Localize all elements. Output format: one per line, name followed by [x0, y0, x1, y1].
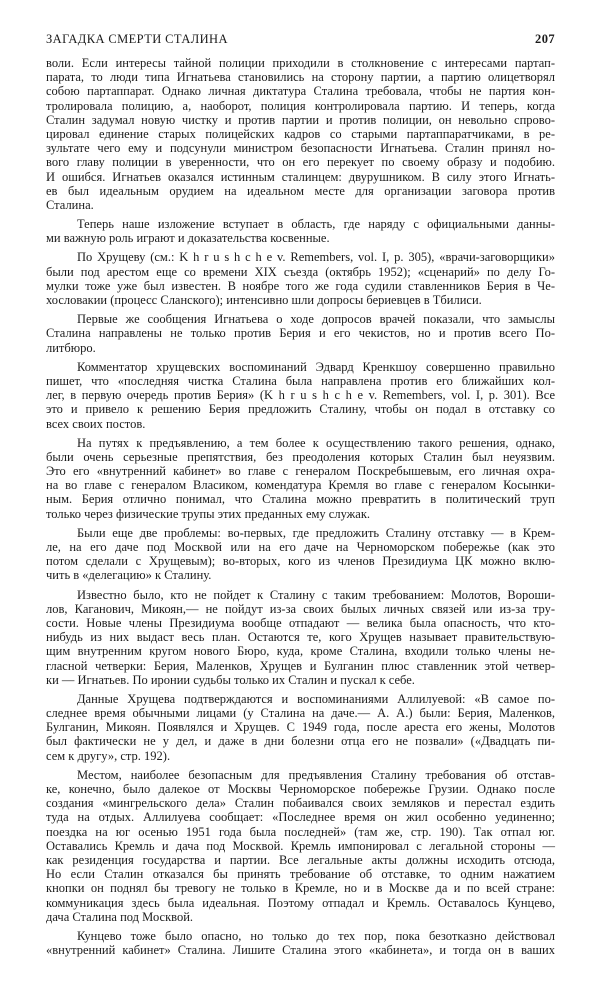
text-line: цировал единение старых полицейских кадров со старыми партаппаратчиками, в ре- [46, 126, 555, 141]
paragraph [46, 526, 555, 583]
text-line: это и привело к решению Берия предложить Сталину, чтобы он подал в отставку со [46, 402, 555, 417]
text-line: всех своих постов. [46, 416, 146, 431]
text-line: ным. Берия отлично понимал, что Сталина можно превратить в политический труп [46, 492, 555, 507]
text-line: И ошибся. Игнатьев оказался истинным сталинцем: двурушником. В силу этого Игнать- [46, 169, 555, 184]
text-line: ев был идеальным орудием на идеальном месте для организации заговора против [46, 183, 555, 198]
paragraph [46, 56, 555, 212]
text-line: Были еще две проблемы: во-первых, где предложить Сталину отставку — в Крем- [77, 525, 555, 540]
paragraph [46, 250, 555, 307]
text-line: собою партаппарат. Однако личная диктатура Сталина требовала, чтобы не партия кон- [46, 84, 555, 99]
text-line: был фактически не у дел, и даже в дни болезни отца его не позвали» («Двадцать пи- [46, 734, 555, 749]
text-line: воли. Если интересы тайной полиции приходили в столкновение с интересами партап- [46, 56, 555, 70]
paragraph [46, 692, 555, 763]
paragraph [46, 360, 555, 431]
text-line: Это его «внутренний кабинет» во главе с генералом Поскребышевым, его личная охра- [46, 464, 555, 479]
text-line: Оставались Кремль и дача под Москвой. Кремль импонировал с легальной стороны — [46, 838, 555, 853]
text-line: сости. Новые члены Президиума вообще отпадают — велика была опасность, что кто- [46, 615, 555, 630]
text-line: создания «мингрельского дела» Сталин побаивался своих земляков и перестал ездить [46, 796, 555, 811]
text-line: коммуникация здесь была идеальная. Поэтому отпадал и Кремль. Оставалось Кунцево, [46, 895, 555, 910]
text-line: хословакии (процесс Сланского); интенсивно шли допросы бериевцев в Тбилиси. [46, 293, 482, 307]
page-number: 207 [535, 32, 555, 46]
text-line: дача Сталина под Москвой. [46, 909, 194, 924]
text-line: на во главе с генералом Власиком, комендатура Кремля во главе с генералом Косынки- [46, 478, 555, 493]
text-line: «внутренний кабинет» Сталина. Лишите Сталина этого «кабинета», и тогда он в ваших [46, 943, 555, 958]
text-line: зультате чего ему и подсунули министром безопасности Игнатьева. Сталин принял но- [46, 141, 555, 156]
paragraph [46, 312, 555, 355]
text-line: гласной четверки: Берия, Маленков, Хрущев и Булганин плюс ставленник этой четвер- [46, 658, 555, 673]
text-line: были под арестом еще со времени XIX съезда (октябрь 1952); «сценарий» по делу Го- [46, 264, 555, 279]
text-line: чить в «делегацию» к Сталину. [46, 568, 212, 583]
text-line: Известно было, кто не пойдет к Сталину с таким требованием: Молотов, Вороши- [77, 587, 555, 602]
text-line: ке, конечно, было далекое от Москвы Черноморское побережье Грузии. Однако после [46, 782, 555, 796]
text-line: следнее время обычными лицами (у Сталина на даче.— А. А.) были: Берия, Маленков, [46, 706, 555, 721]
text-line: сем к другу», стр. 192). [46, 748, 171, 763]
text-line: Комментатор хрущевских воспоминаний Эдвард Кренкшоу совершенно правильно [77, 359, 555, 374]
text-line: Сталин задумал новую чистку и против партии и против полиции, он невольно спрово- [46, 112, 555, 127]
text-line: На путях к предъявлению, а тем более к осуществлению такого решения, однако, [77, 435, 555, 450]
text-line: были очень серьезные препятствия, без преодоления которых Сталин был неуязвим. [46, 449, 555, 464]
text-line: парата, то люди типа Игнатьева становились на сторону партии, а партию олицетворял [46, 70, 555, 85]
text-line: как резиденция государства и партии. Все легальные акты должны исходить отсюда, [46, 852, 555, 867]
text-line: лег, в первую очередь против Берия» (K h r u s h c h e v. Remembers, vol. I, p. 301). Все [46, 388, 555, 403]
paragraph [46, 217, 555, 245]
text-line: лов, Каганович, Микоян,— не пойдут из-за своих былых личных связей или из-за тру- [46, 601, 555, 616]
paragraph [46, 768, 555, 924]
paragraph [46, 929, 555, 957]
text-line: Кунцево тоже было опасно, но только до тех пор, пока безотказно действовал [77, 928, 555, 943]
text-line: Сталина направлены не только против Берия и его чекистов, но и против всего По- [46, 326, 555, 341]
paragraph [46, 436, 555, 521]
text-line: пишет, что «последняя чистка Сталина была направлена против его ближайших кол- [46, 373, 555, 388]
text-line: литбюро. [46, 340, 96, 355]
text-line: тролировала полицию, а, наоборот, полиция контролировала партию. И теперь, когда [46, 98, 555, 113]
text-line: ми важную роль играют и доказательства косвенные. [46, 231, 330, 246]
text-line: Сталина. [46, 197, 94, 212]
text-line: Но если Сталин отказался бы принять требование об отставке, то одним нажатием [46, 867, 555, 882]
text-line: ле, на его даче под Москвой или на его даче на Черноморском побережье (как это [46, 540, 555, 554]
text-line: Данные Хрущева подтверждаются и воспоминаниями Аллилуевой: «В самое по- [77, 691, 555, 706]
text-line: поездка на юг осенью 1951 года была последней» (там же, стр. 190). Так отпал юг. [46, 824, 555, 839]
text-line: Первые же сообщения Игнатьева о ходе допросов врачей показали, что замыслы [77, 312, 555, 327]
text-line: вого главу полиции в уверенности, что он его перекует по своему образу и подобию. [46, 155, 555, 170]
text-line: туда на отдых. Аллилуева сообщает: «Последнее время он жил особенно уединенно; [46, 810, 555, 825]
text-line: щим внутренним кругом нового Бюро, куда, кроме Сталина, входили только члены не- [46, 644, 555, 659]
text-line: мулки тоже уже был известен. В ноябре того же года судили ставленников Берия в Че- [46, 278, 555, 293]
page-body-text [46, 56, 555, 962]
text-line: кнопки он поднял бы тревогу не только в Кремле, но и в Москве да и по всей стране: [46, 881, 555, 896]
text-line: Теперь наше изложение вступает в область, где наряду с официальными данны- [77, 217, 555, 232]
text-line: только через физические трупы этих преданных ему служак. [46, 506, 371, 521]
running-title: ЗАГАДКА СМЕРТИ СТАЛИНА [46, 32, 228, 46]
paragraph [46, 588, 555, 687]
text-line: Местом, наиболее безопасным для предъявления Сталину требования об отстав- [77, 767, 555, 782]
text-line: По Хрущеву (см.: K h r u s h c h e v. Remembers, vol. I, p. 305), «врачи-заговорщики» [77, 250, 555, 265]
text-line: Булганин, Микоян. Появлялся и Хрущев. С 1949 года, после ареста его жены, Молотов [46, 720, 555, 735]
running-header [46, 32, 555, 48]
text-line: нибудь из них выдаст весь план. Остаются те, кого Хрущев называет правительствую- [46, 630, 555, 645]
text-line: потом сделали с Хрущевым); во-вторых, кого из членов Президиума ЦК можно вклю- [46, 554, 555, 569]
text-line: ки — Игнатьев. По иронии судьбы только их Сталин и пускал к себе. [46, 672, 415, 687]
